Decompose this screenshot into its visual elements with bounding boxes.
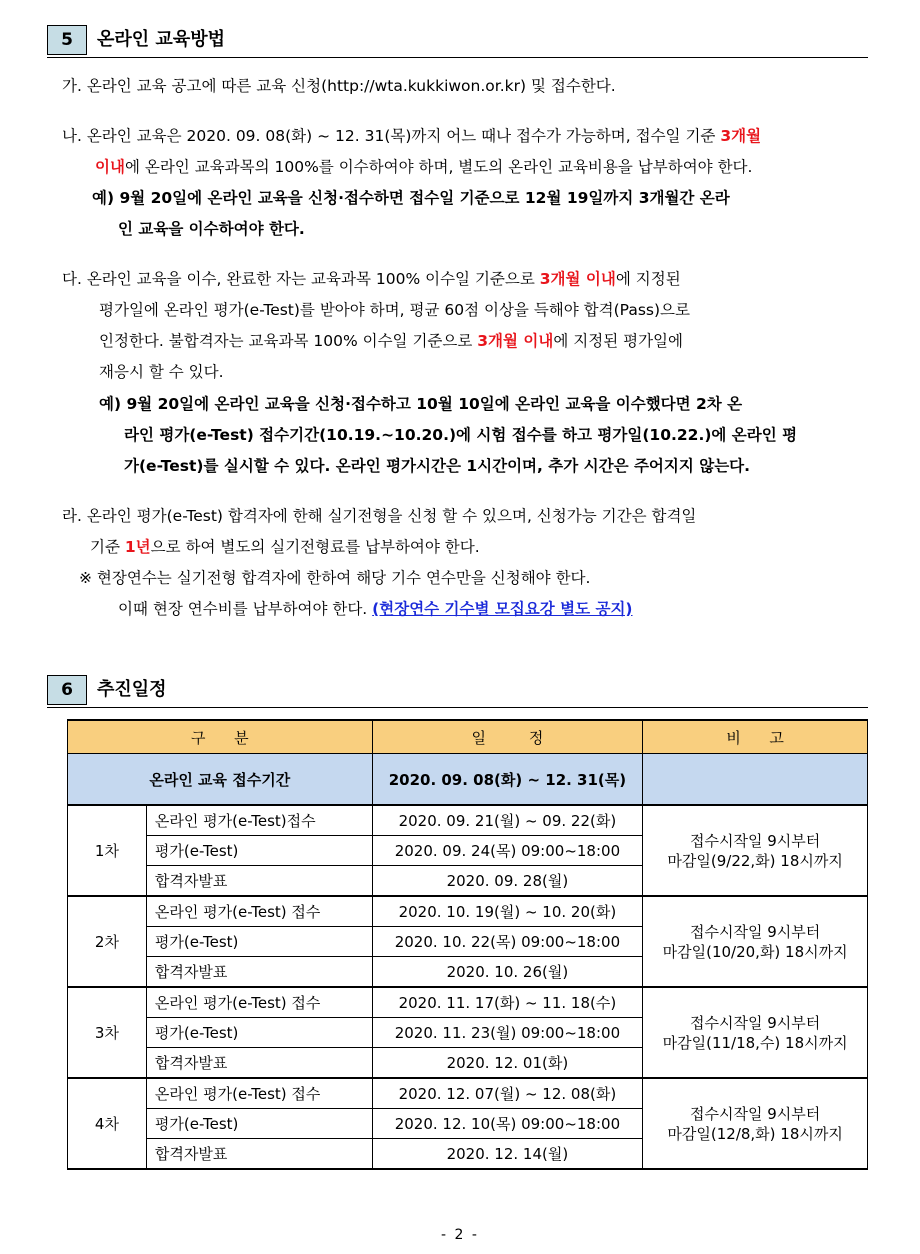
note-line: 접수시작일 9시부터 bbox=[690, 922, 821, 941]
item-schedule: 2020. 11. 17(화) ~ 11. 18(수) bbox=[372, 987, 643, 1018]
section-number: 6 bbox=[47, 675, 87, 705]
note-line: 접수시작일 9시부터 bbox=[690, 1013, 821, 1032]
item-label: 합격자발표 bbox=[146, 1139, 372, 1170]
item-schedule: 2020. 09. 28(월) bbox=[372, 866, 643, 897]
page-number: - 2 - bbox=[441, 1227, 479, 1243]
table-row bbox=[68, 1078, 868, 1109]
item-schedule: 2020. 10. 19(월) ~ 10. 20(화) bbox=[372, 896, 643, 927]
round-note bbox=[643, 987, 868, 1078]
header-category: 구 분 bbox=[68, 720, 373, 754]
item-schedule: 2020. 12. 07(월) ~ 12. 08(화) bbox=[372, 1078, 643, 1109]
round-note bbox=[643, 1078, 868, 1169]
item-ga: 가. 온라인 교육 공고에 따른 교육 신청(http://wta.kukkiwon.or.kr) 및 접수한다. bbox=[62, 77, 616, 95]
item-da-line4: 재응시 할 수 있다. bbox=[99, 363, 224, 381]
item-schedule: 2020. 11. 23(월) 09:00~18:00 bbox=[372, 1018, 643, 1048]
round-note bbox=[643, 805, 868, 896]
item-label: 온라인 평가(e-Test) 접수 bbox=[146, 896, 372, 927]
item-schedule: 2020. 09. 24(목) 09:00~18:00 bbox=[372, 836, 643, 866]
table-header-row bbox=[68, 720, 868, 754]
item-label: 평가(e-Test) bbox=[146, 1018, 372, 1048]
item-da-line1 bbox=[62, 268, 681, 290]
item-schedule: 2020. 12. 01(화) bbox=[372, 1048, 643, 1079]
highlight-text: 3개월 bbox=[720, 127, 762, 145]
section-number: 5 bbox=[47, 25, 87, 55]
note-line2 bbox=[118, 598, 633, 620]
text: 으로 하여 별도의 실기전형료를 납부하여야 한다. bbox=[150, 538, 480, 556]
round-name: 1차 bbox=[68, 805, 147, 896]
schedule-table bbox=[67, 719, 868, 1170]
item-na-example1: 예) 9월 20일에 온라인 교육을 신청·접수하면 접수일 기준으로 12월 19일까지 3개월간 온라 bbox=[92, 189, 730, 207]
item-label: 합격자발표 bbox=[146, 1048, 372, 1079]
text: 나. 온라인 교육은 2020. 09. 08(화) ~ 12. 31(목)까지 어느 때나 접수가 가능하며, 접수일 기준 bbox=[62, 127, 721, 145]
note-line: 마감일(12/8,화) 18시까지 bbox=[667, 1124, 843, 1143]
header-note: 비 고 bbox=[643, 720, 868, 754]
highlight-text: 1년 bbox=[124, 538, 151, 556]
header-schedule: 일 정 bbox=[372, 720, 643, 754]
item-label: 평가(e-Test) bbox=[146, 1109, 372, 1139]
table-row bbox=[68, 805, 868, 836]
item-label: 합격자발표 bbox=[146, 866, 372, 897]
text: 인정한다. 불합격자는 교육과목 100% 이수일 기준으로 bbox=[99, 332, 478, 350]
round-name: 3차 bbox=[68, 987, 147, 1078]
highlight-text: 3개월 이내 bbox=[539, 270, 616, 288]
item-schedule: 2020. 12. 10(목) 09:00~18:00 bbox=[372, 1109, 643, 1139]
note-line: 접수시작일 9시부터 bbox=[690, 831, 821, 850]
highlight-text: 3개월 이내 bbox=[477, 332, 554, 350]
section-title: 추진일정 bbox=[97, 679, 167, 700]
round-note bbox=[643, 896, 868, 987]
item-label: 평가(e-Test) bbox=[146, 927, 372, 957]
table-row bbox=[68, 987, 868, 1018]
item-schedule: 2020. 09. 21(월) ~ 09. 22(화) bbox=[372, 805, 643, 836]
intake-note bbox=[643, 754, 868, 806]
section-5-header bbox=[47, 25, 868, 58]
text: 에 지정된 bbox=[615, 270, 681, 288]
item-schedule: 2020. 10. 26(월) bbox=[372, 957, 643, 988]
text: 이때 현장 연수비를 납부하여야 한다. bbox=[118, 600, 373, 618]
note-line1: ※ 현장연수는 실기전형 합격자에 한하여 해당 기수 연수만을 신청해야 한다. bbox=[79, 569, 591, 587]
note-line: 마감일(10/20,화) 18시까지 bbox=[662, 942, 848, 961]
item-da-example1: 예) 9월 20일에 온라인 교육을 신청·접수하고 10월 10일에 온라인 교육을 이수했다면 2차 온 bbox=[99, 395, 743, 413]
section-6-header bbox=[47, 675, 868, 708]
section-title: 온라인 교육방법 bbox=[97, 29, 225, 50]
item-label: 온라인 평가(e-Test) 접수 bbox=[146, 987, 372, 1018]
item-da-line2: 평가일에 온라인 평가(e-Test)를 받아야 하며, 평균 60점 이상을 득해야 합격(Pass)으로 bbox=[99, 301, 690, 319]
round-name: 4차 bbox=[68, 1078, 147, 1169]
table-row bbox=[68, 896, 868, 927]
note-line: 마감일(9/22,화) 18시까지 bbox=[667, 851, 843, 870]
item-ra-line1: 라. 온라인 평가(e-Test) 합격자에 한해 실기전형을 신청 할 수 있으며, 신청가능 기간은 합격일 bbox=[62, 507, 697, 525]
item-label: 합격자발표 bbox=[146, 957, 372, 988]
item-da-line3 bbox=[99, 330, 683, 352]
note-line: 접수시작일 9시부터 bbox=[690, 1104, 821, 1123]
notice-link-text: (현장연수 기수별 모집요강 별도 공지) bbox=[372, 600, 633, 618]
text: 기준 bbox=[90, 538, 125, 556]
item-na-example2: 인 교육을 이수하여야 한다. bbox=[118, 220, 305, 238]
item-ra-line2 bbox=[90, 536, 480, 558]
intake-label: 온라인 교육 접수기간 bbox=[68, 754, 373, 806]
round-name: 2차 bbox=[68, 896, 147, 987]
highlight-text: 이내 bbox=[95, 158, 125, 176]
item-da-example3: 가(e-Test)를 실시할 수 있다. 온라인 평가시간은 1시간이며, 추가 시간은 주어지지 않는다. bbox=[124, 457, 751, 475]
item-label: 온라인 평가(e-Test) 접수 bbox=[146, 1078, 372, 1109]
text: 에 지정된 평가일에 bbox=[553, 332, 683, 350]
intake-schedule: 2020. 09. 08(화) ~ 12. 31(목) bbox=[372, 754, 643, 806]
note-line: 마감일(11/18,수) 18시까지 bbox=[662, 1033, 848, 1052]
item-na-line1 bbox=[62, 125, 761, 147]
item-schedule: 2020. 12. 14(월) bbox=[372, 1139, 643, 1170]
item-label: 평가(e-Test) bbox=[146, 836, 372, 866]
text: 다. 온라인 교육을 이수, 완료한 자는 교육과목 100% 이수일 기준으로 bbox=[62, 270, 540, 288]
item-da-example2: 라인 평가(e-Test) 접수기간(10.19.~10.20.)에 시험 접수를 하고 평가일(10.22.)에 온라인 평 bbox=[124, 426, 798, 444]
text: 에 온라인 교육과목의 100%를 이수하여야 하며, 별도의 온라인 교육비용을 납부하여야 한다. bbox=[124, 158, 753, 176]
item-schedule: 2020. 10. 22(목) 09:00~18:00 bbox=[372, 927, 643, 957]
item-label: 온라인 평가(e-Test)접수 bbox=[146, 805, 372, 836]
intake-row bbox=[68, 754, 868, 806]
item-na-line2 bbox=[95, 156, 752, 178]
